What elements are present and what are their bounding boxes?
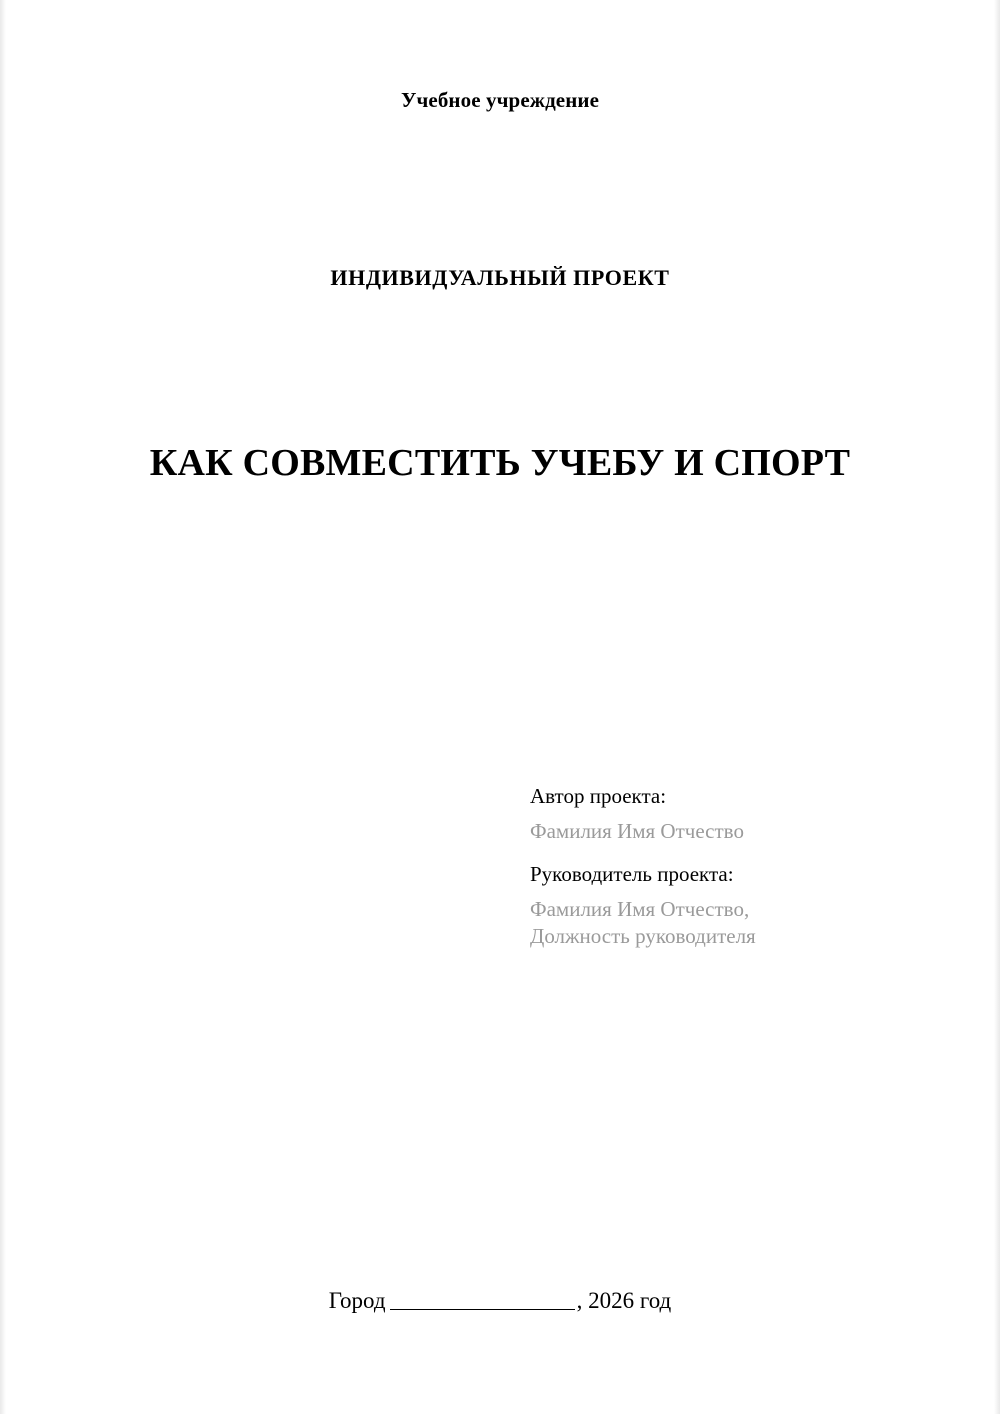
supervisor-label: Руководитель проекта: — [530, 862, 734, 886]
institution-name: Учебное учреждение — [400, 88, 600, 112]
year-text: , 2026 год — [576, 1288, 672, 1313]
author-block — [530, 786, 930, 842]
city-blank-line — [390, 1309, 575, 1310]
supervisor-value-line2: Должность руководителя — [530, 924, 756, 948]
city-label: Город — [328, 1288, 386, 1313]
supervisor-value-line1: Фамилия Имя Отчество, — [530, 897, 750, 921]
supervisor-block — [530, 864, 930, 947]
author-value: Фамилия Имя Отчество — [530, 819, 744, 843]
credits-block — [530, 786, 930, 969]
footer-city-year — [0, 1288, 1000, 1314]
project-type-heading: ИНДИВИДУАЛЬНЫЙ ПРОЕКТ — [330, 265, 670, 290]
author-label: Автор проекта: — [530, 784, 667, 808]
page-title: КАК СОВМЕСТИТЬ УЧЕБУ И СПОРТ — [149, 442, 851, 484]
